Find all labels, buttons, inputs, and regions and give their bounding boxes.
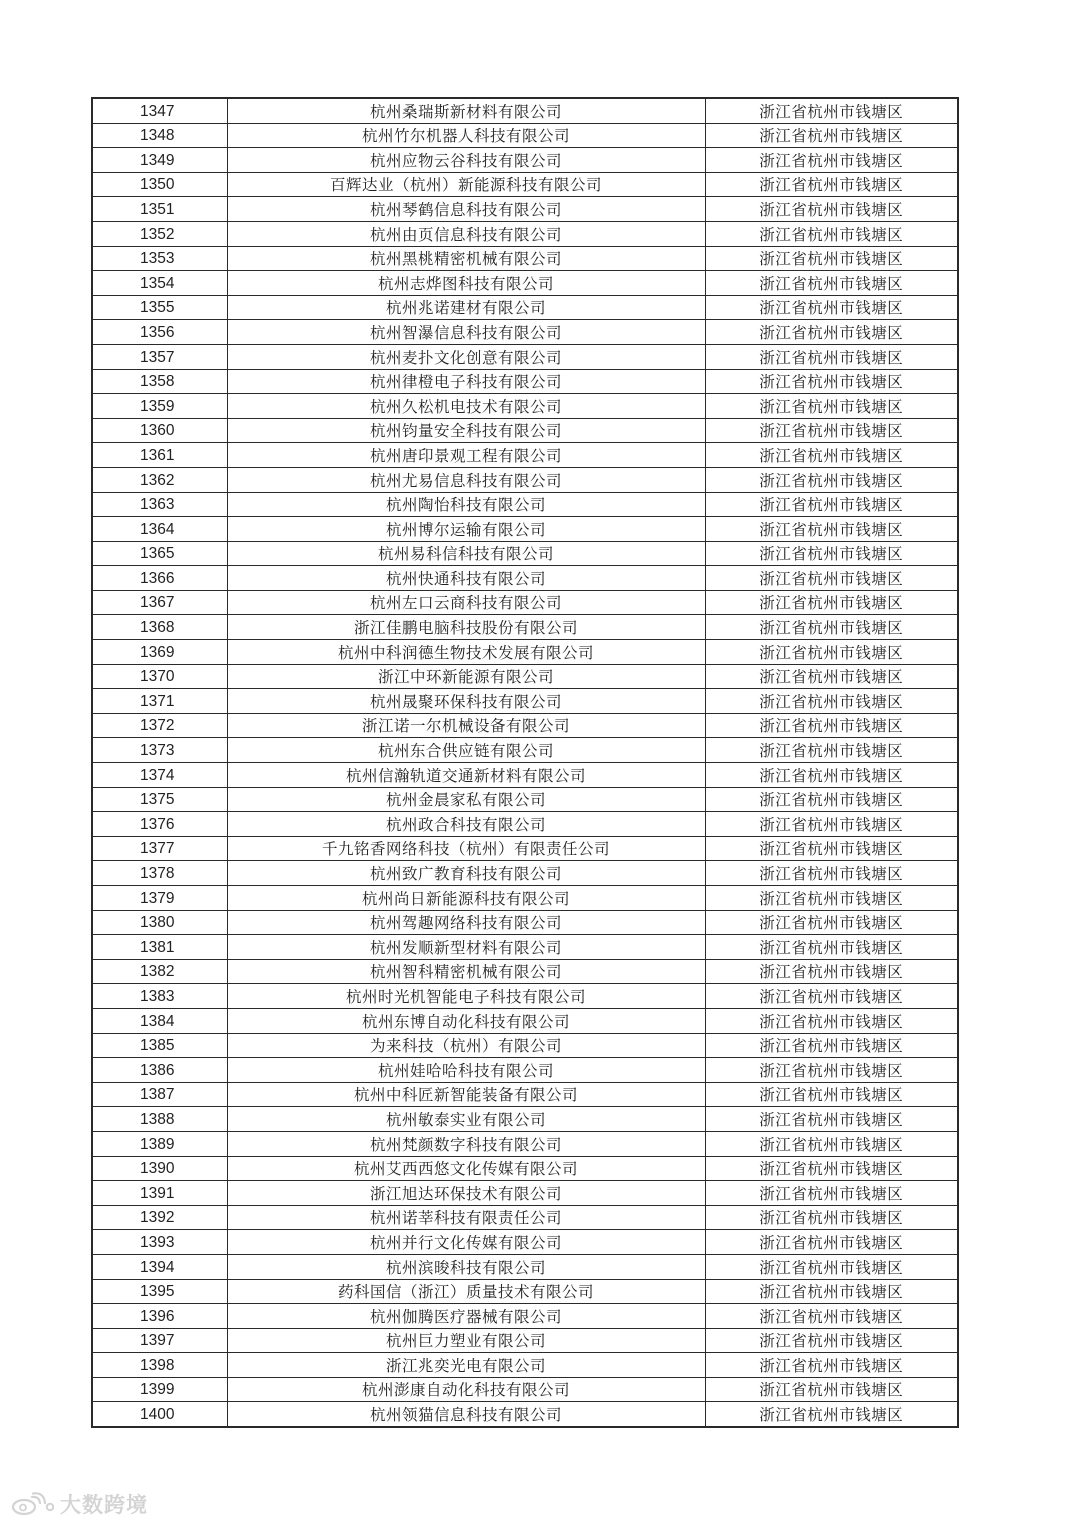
company-name-cell: 杭州发顺新型材料有限公司 [227,935,705,960]
company-name-cell: 杭州智瀑信息科技有限公司 [227,320,705,345]
location-cell: 浙江省杭州市钱塘区 [705,98,958,123]
row-number-cell: 1364 [92,517,227,542]
company-name-cell: 杭州巨力塑业有限公司 [227,1328,705,1353]
company-name-cell: 杭州敏泰实业有限公司 [227,1107,705,1132]
table-row [92,910,958,935]
table-row [92,1254,958,1279]
row-number-cell: 1386 [92,1058,227,1083]
company-name-cell: 浙江兆奕光电有限公司 [227,1353,705,1378]
table-row [92,984,958,1009]
table-row [92,295,958,320]
row-number-cell: 1353 [92,246,227,271]
company-name-cell: 杭州致广教育科技有限公司 [227,861,705,886]
table-row [92,394,958,419]
table-row [92,935,958,960]
company-name-cell: 杭州竹尔机器人科技有限公司 [227,123,705,148]
company-name-cell: 杭州志烨图科技有限公司 [227,271,705,296]
table-row [92,98,958,123]
row-number-cell: 1388 [92,1107,227,1132]
location-cell: 浙江省杭州市钱塘区 [705,886,958,911]
company-name-cell: 杭州东博自动化科技有限公司 [227,1008,705,1033]
table-row [92,246,958,271]
company-name-cell: 杭州中科润德生物技术发展有限公司 [227,640,705,665]
row-number-cell: 1373 [92,738,227,763]
location-cell: 浙江省杭州市钱塘区 [705,517,958,542]
location-cell: 浙江省杭州市钱塘区 [705,1156,958,1181]
row-number-cell: 1354 [92,271,227,296]
table-row [92,172,958,197]
table-row [92,1328,958,1353]
company-name-cell: 杭州澎康自动化科技有限公司 [227,1377,705,1402]
table-row [92,271,958,296]
company-name-cell: 杭州智科精密机械有限公司 [227,959,705,984]
company-name-cell: 杭州钧量安全科技有限公司 [227,418,705,443]
table-row [92,1304,958,1329]
location-cell: 浙江省杭州市钱塘区 [705,1304,958,1329]
row-number-cell: 1377 [92,836,227,861]
company-name-cell: 浙江诺一尔机械设备有限公司 [227,713,705,738]
location-cell: 浙江省杭州市钱塘区 [705,271,958,296]
company-name-cell: 杭州黑桃精密机械有限公司 [227,246,705,271]
location-cell: 浙江省杭州市钱塘区 [705,1328,958,1353]
row-number-cell: 1366 [92,566,227,591]
table-row [92,763,958,788]
row-number-cell: 1371 [92,689,227,714]
location-cell: 浙江省杭州市钱塘区 [705,1205,958,1230]
row-number-cell: 1376 [92,812,227,837]
location-cell: 浙江省杭州市钱塘区 [705,1131,958,1156]
table-row [92,566,958,591]
row-number-cell: 1363 [92,492,227,517]
company-name-cell: 杭州桑瑞斯新材料有限公司 [227,98,705,123]
company-name-cell: 药科国信（浙江）质量技术有限公司 [227,1279,705,1304]
company-name-cell: 百辉达业（杭州）新能源科技有限公司 [227,172,705,197]
company-name-cell: 杭州博尔运输有限公司 [227,517,705,542]
table-body [92,98,958,1427]
table-row [92,541,958,566]
row-number-cell: 1384 [92,1008,227,1033]
row-number-cell: 1390 [92,1156,227,1181]
row-number-cell: 1357 [92,344,227,369]
company-name-cell: 杭州兆诺建材有限公司 [227,295,705,320]
table-row [92,443,958,468]
company-name-cell: 杭州久松机电技术有限公司 [227,394,705,419]
company-list-table [91,97,959,1428]
row-number-cell: 1349 [92,148,227,173]
row-number-cell: 1352 [92,221,227,246]
row-number-cell: 1372 [92,713,227,738]
company-name-cell: 杭州政合科技有限公司 [227,812,705,837]
row-number-cell: 1391 [92,1181,227,1206]
company-name-cell: 杭州伽腾医疗器械有限公司 [227,1304,705,1329]
row-number-cell: 1398 [92,1353,227,1378]
location-cell: 浙江省杭州市钱塘区 [705,935,958,960]
table-row [92,492,958,517]
company-name-cell: 杭州尚日新能源科技有限公司 [227,886,705,911]
table-row [92,861,958,886]
location-cell: 浙江省杭州市钱塘区 [705,1008,958,1033]
table-row [92,1058,958,1083]
row-number-cell: 1379 [92,886,227,911]
location-cell: 浙江省杭州市钱塘区 [705,1082,958,1107]
company-name-cell: 杭州诺莘科技有限责任公司 [227,1205,705,1230]
location-cell: 浙江省杭州市钱塘区 [705,763,958,788]
row-number-cell: 1400 [92,1402,227,1427]
location-cell: 浙江省杭州市钱塘区 [705,787,958,812]
table-row [92,640,958,665]
location-cell: 浙江省杭州市钱塘区 [705,1181,958,1206]
table-row [92,1131,958,1156]
location-cell: 浙江省杭州市钱塘区 [705,320,958,345]
location-cell: 浙江省杭州市钱塘区 [705,1402,958,1427]
location-cell: 浙江省杭州市钱塘区 [705,959,958,984]
row-number-cell: 1360 [92,418,227,443]
location-cell: 浙江省杭州市钱塘区 [705,369,958,394]
location-cell: 浙江省杭州市钱塘区 [705,418,958,443]
table-row [92,1082,958,1107]
table-row [92,369,958,394]
company-name-cell: 杭州金晨家私有限公司 [227,787,705,812]
row-number-cell: 1387 [92,1082,227,1107]
row-number-cell: 1383 [92,984,227,1009]
table-row [92,959,958,984]
company-name-cell: 杭州尤易信息科技有限公司 [227,467,705,492]
location-cell: 浙江省杭州市钱塘区 [705,910,958,935]
row-number-cell: 1382 [92,959,227,984]
location-cell: 浙江省杭州市钱塘区 [705,1058,958,1083]
row-number-cell: 1380 [92,910,227,935]
location-cell: 浙江省杭州市钱塘区 [705,664,958,689]
table-row [92,148,958,173]
location-cell: 浙江省杭州市钱塘区 [705,812,958,837]
table-row [92,1156,958,1181]
row-number-cell: 1396 [92,1304,227,1329]
company-name-cell: 杭州娃哈哈科技有限公司 [227,1058,705,1083]
location-cell: 浙江省杭州市钱塘区 [705,566,958,591]
row-number-cell: 1395 [92,1279,227,1304]
table-row [92,1402,958,1427]
row-number-cell: 1367 [92,590,227,615]
location-cell: 浙江省杭州市钱塘区 [705,492,958,517]
weibo-logo-icon [10,1492,54,1516]
location-cell: 浙江省杭州市钱塘区 [705,394,958,419]
row-number-cell: 1351 [92,197,227,222]
table-row [92,1107,958,1132]
row-number-cell: 1355 [92,295,227,320]
company-name-cell: 杭州快通科技有限公司 [227,566,705,591]
location-cell: 浙江省杭州市钱塘区 [705,1377,958,1402]
location-cell: 浙江省杭州市钱塘区 [705,590,958,615]
table-row [92,418,958,443]
location-cell: 浙江省杭州市钱塘区 [705,984,958,1009]
row-number-cell: 1392 [92,1205,227,1230]
watermark-text: 大数跨境 [60,1493,148,1517]
location-cell: 浙江省杭州市钱塘区 [705,123,958,148]
table-row [92,197,958,222]
location-cell: 浙江省杭州市钱塘区 [705,443,958,468]
company-name-cell: 为来科技（杭州）有限公司 [227,1033,705,1058]
location-cell: 浙江省杭州市钱塘区 [705,1353,958,1378]
location-cell: 浙江省杭州市钱塘区 [705,221,958,246]
row-number-cell: 1359 [92,394,227,419]
location-cell: 浙江省杭州市钱塘区 [705,861,958,886]
location-cell: 浙江省杭州市钱塘区 [705,172,958,197]
company-name-cell: 杭州滨晙科技有限公司 [227,1254,705,1279]
table-row [92,123,958,148]
row-number-cell: 1362 [92,467,227,492]
company-name-cell: 杭州琴鹤信息科技有限公司 [227,197,705,222]
table-row [92,689,958,714]
company-name-cell: 杭州晟聚环保科技有限公司 [227,689,705,714]
table-row [92,836,958,861]
company-name-cell: 杭州梵颜数字科技有限公司 [227,1131,705,1156]
company-name-cell: 千九铭香网络科技（杭州）有限责任公司 [227,836,705,861]
location-cell: 浙江省杭州市钱塘区 [705,1279,958,1304]
table-row [92,812,958,837]
company-name-cell: 杭州应物云谷科技有限公司 [227,148,705,173]
table-row [92,713,958,738]
location-cell: 浙江省杭州市钱塘区 [705,713,958,738]
location-cell: 浙江省杭州市钱塘区 [705,1254,958,1279]
location-cell: 浙江省杭州市钱塘区 [705,1107,958,1132]
company-name-cell: 杭州唐印景观工程有限公司 [227,443,705,468]
row-number-cell: 1394 [92,1254,227,1279]
row-number-cell: 1375 [92,787,227,812]
row-number-cell: 1368 [92,615,227,640]
location-cell: 浙江省杭州市钱塘区 [705,640,958,665]
watermark [10,1490,148,1518]
location-cell: 浙江省杭州市钱塘区 [705,1230,958,1255]
location-cell: 浙江省杭州市钱塘区 [705,738,958,763]
table-row [92,738,958,763]
company-name-cell: 杭州驾趣网络科技有限公司 [227,910,705,935]
location-cell: 浙江省杭州市钱塘区 [705,615,958,640]
company-name-cell: 杭州领猫信息科技有限公司 [227,1402,705,1427]
row-number-cell: 1361 [92,443,227,468]
table-row [92,1008,958,1033]
row-number-cell: 1393 [92,1230,227,1255]
table-row [92,787,958,812]
table-row [92,1033,958,1058]
table-row [92,664,958,689]
row-number-cell: 1378 [92,861,227,886]
company-name-cell: 杭州东合供应链有限公司 [227,738,705,763]
company-name-cell: 杭州麦扑文化创意有限公司 [227,344,705,369]
row-number-cell: 1397 [92,1328,227,1353]
company-name-cell: 杭州易科信科技有限公司 [227,541,705,566]
row-number-cell: 1369 [92,640,227,665]
table-row [92,590,958,615]
row-number-cell: 1374 [92,763,227,788]
company-name-cell: 浙江旭达环保技术有限公司 [227,1181,705,1206]
row-number-cell: 1347 [92,98,227,123]
location-cell: 浙江省杭州市钱塘区 [705,689,958,714]
table-row [92,1181,958,1206]
location-cell: 浙江省杭州市钱塘区 [705,467,958,492]
location-cell: 浙江省杭州市钱塘区 [705,148,958,173]
company-name-cell: 杭州律橙电子科技有限公司 [227,369,705,394]
table-row [92,1230,958,1255]
company-name-cell: 杭州由页信息科技有限公司 [227,221,705,246]
row-number-cell: 1389 [92,1131,227,1156]
location-cell: 浙江省杭州市钱塘区 [705,295,958,320]
table-row [92,467,958,492]
table-row [92,344,958,369]
table-row [92,1353,958,1378]
company-name-cell: 杭州左口云商科技有限公司 [227,590,705,615]
table-row [92,320,958,345]
company-name-cell: 杭州陶怡科技有限公司 [227,492,705,517]
row-number-cell: 1348 [92,123,227,148]
company-name-cell: 浙江佳鹏电脑科技股份有限公司 [227,615,705,640]
table-row [92,886,958,911]
company-name-cell: 浙江中环新能源有限公司 [227,664,705,689]
table-row [92,1205,958,1230]
table-row [92,221,958,246]
table-row [92,1279,958,1304]
location-cell: 浙江省杭州市钱塘区 [705,197,958,222]
row-number-cell: 1381 [92,935,227,960]
company-name-cell: 杭州艾西西悠文化传媒有限公司 [227,1156,705,1181]
row-number-cell: 1358 [92,369,227,394]
company-name-cell: 杭州中科匠新智能装备有限公司 [227,1082,705,1107]
company-name-cell: 杭州信瀚轨道交通新材料有限公司 [227,763,705,788]
table-row [92,517,958,542]
row-number-cell: 1365 [92,541,227,566]
row-number-cell: 1350 [92,172,227,197]
location-cell: 浙江省杭州市钱塘区 [705,344,958,369]
row-number-cell: 1399 [92,1377,227,1402]
row-number-cell: 1385 [92,1033,227,1058]
row-number-cell: 1356 [92,320,227,345]
location-cell: 浙江省杭州市钱塘区 [705,1033,958,1058]
company-name-cell: 杭州并行文化传媒有限公司 [227,1230,705,1255]
table-row [92,1377,958,1402]
location-cell: 浙江省杭州市钱塘区 [705,246,958,271]
table-row [92,615,958,640]
company-name-cell: 杭州时光机智能电子科技有限公司 [227,984,705,1009]
location-cell: 浙江省杭州市钱塘区 [705,541,958,566]
row-number-cell: 1370 [92,664,227,689]
location-cell: 浙江省杭州市钱塘区 [705,836,958,861]
